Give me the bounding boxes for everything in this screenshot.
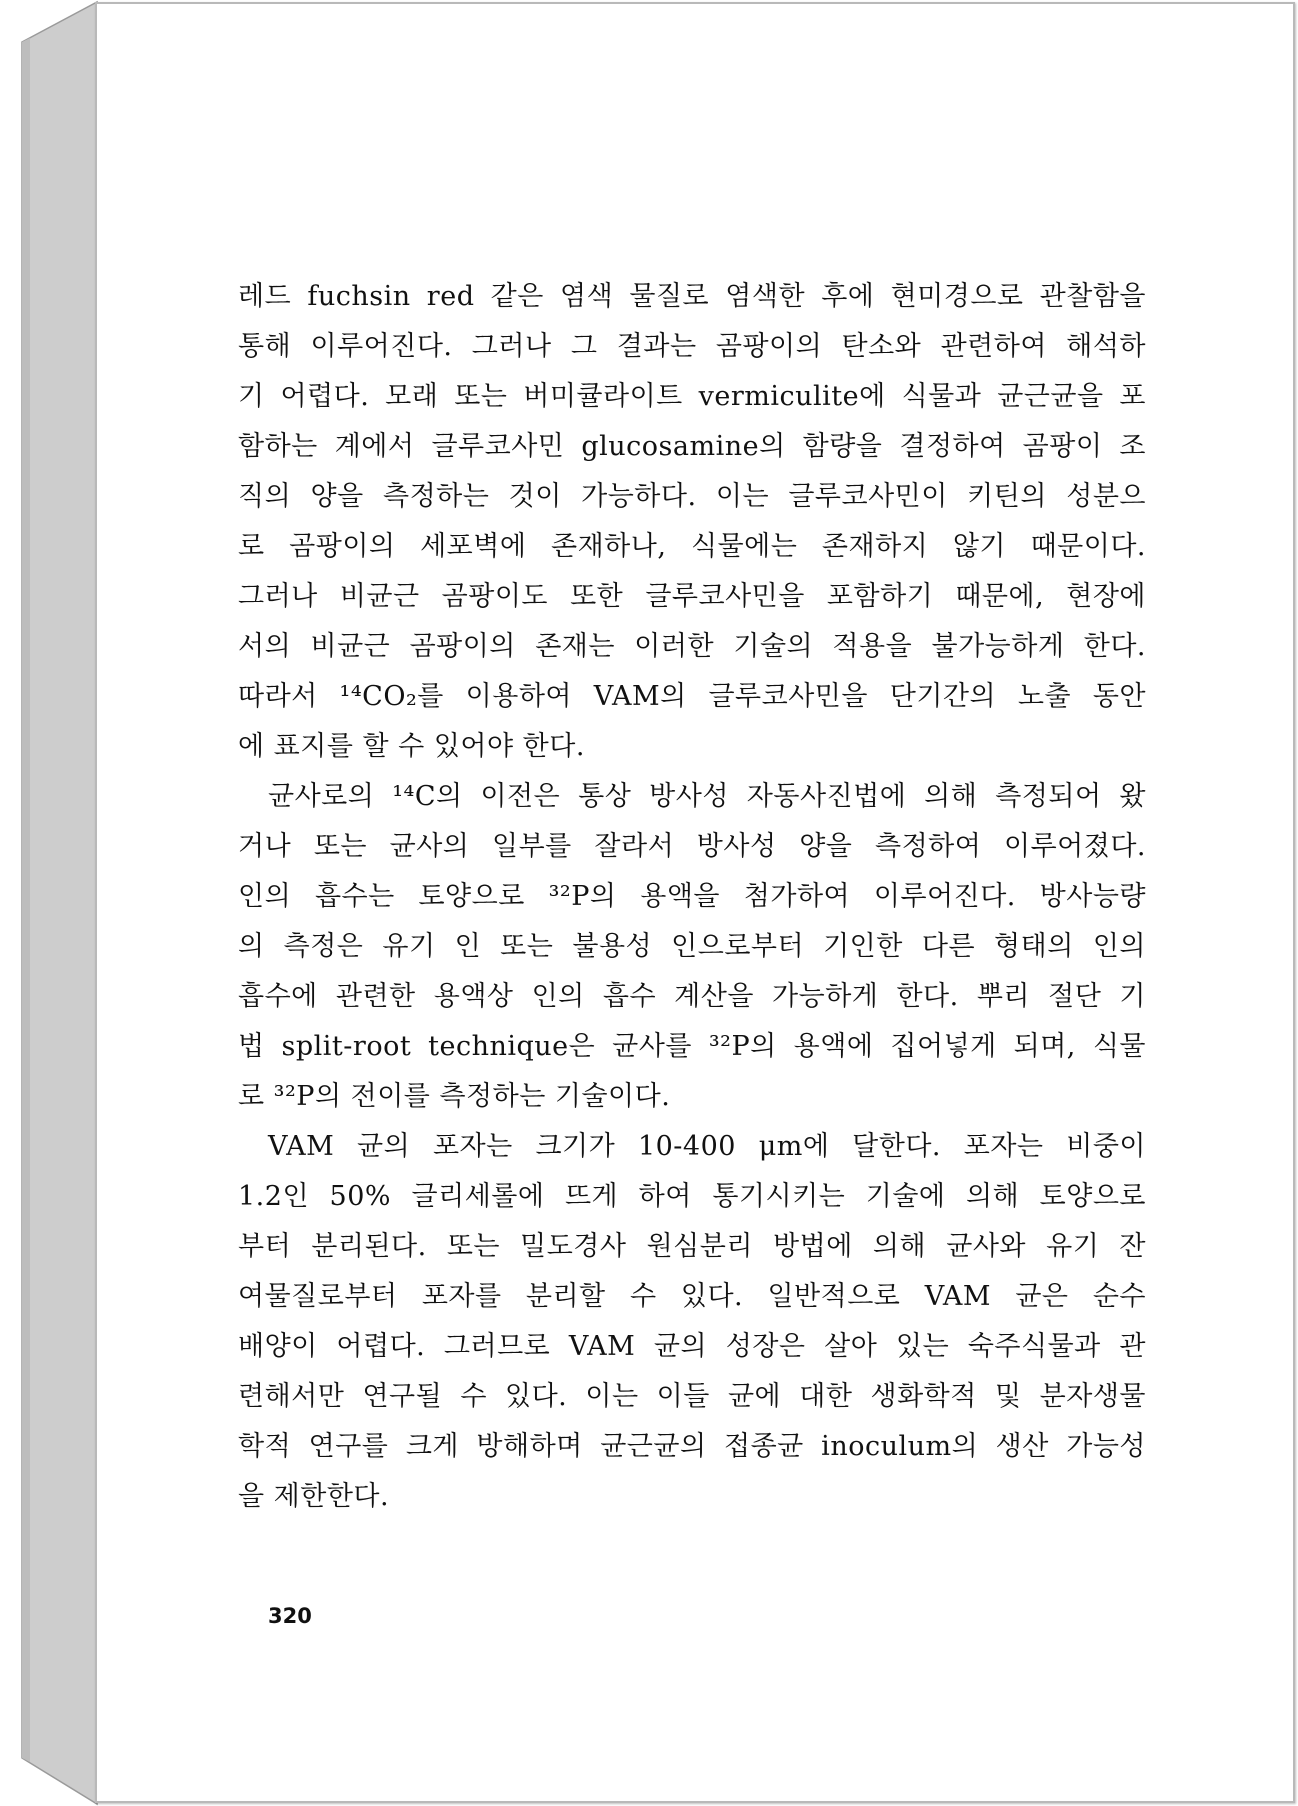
text-line: 균사로의 ¹⁴C의 이전은 통상 방사성 자동사진법에 의해 측정되어 왔 (268, 781, 1146, 812)
text-line: 통해 이루어진다. 그러나 그 결과는 곰팡이의 탄소와 관련하여 해석하 (238, 331, 1146, 362)
body-text (238, 272, 1146, 1522)
text-line: VAM 균의 포자는 크기가 10-400 μm에 달한다. 포자는 비중이 (268, 1131, 1146, 1162)
text-line: 1.2인 50% 글리세롤에 뜨게 하여 통기시키는 기술에 의해 토양으로 (238, 1181, 1146, 1212)
text-line: 배양이 어렵다. 그러므로 VAM 균의 성장은 살아 있는 숙주식물과 관 (238, 1331, 1146, 1362)
text-line: 로 ³²P의 전이를 측정하는 기술이다. (238, 1081, 671, 1112)
text-line: 레드 fuchsin red 같은 염색 물질로 염색한 후에 현미경으로 관찰함을 (238, 281, 1146, 312)
text-line: 련해서만 연구될 수 있다. 이는 이들 균에 대한 생화학적 및 분자생물 (238, 1381, 1146, 1412)
paragraph-2 (238, 772, 1146, 1122)
text-line: 에 표지를 할 수 있어야 한다. (238, 731, 585, 762)
text-line: 학적 연구를 크게 방해하며 균근균의 접종균 inoculum의 생산 가능성 (238, 1431, 1146, 1462)
text-line: 로 곰팡이의 세포벽에 존재하나, 식물에는 존재하지 않기 때문이다. (238, 531, 1146, 562)
text-line: 흡수에 관련한 용액상 인의 흡수 계산을 가능하게 한다. 뿌리 절단 기 (238, 981, 1146, 1012)
text-line: 법 split-root technique은 균사를 ³²P의 용액에 집어넣게 되며, 식물 (238, 1031, 1146, 1062)
text-line: 그러나 비균근 곰팡이도 또한 글루코사민을 포함하기 때문에, 현장에 (238, 581, 1146, 612)
paragraph-1 (238, 272, 1146, 772)
text-line: 인의 흡수는 토양으로 ³²P의 용액을 첨가하여 이루어진다. 방사능량 (238, 881, 1146, 912)
paragraph-3 (238, 1122, 1146, 1522)
text-line: 서의 비균근 곰팡이의 존재는 이러한 기술의 적용을 불가능하게 한다. (238, 631, 1146, 662)
text-line: 거나 또는 균사의 일부를 잘라서 방사성 양을 측정하여 이루어졌다. (238, 831, 1146, 862)
text-line: 을 제한한다. (238, 1481, 390, 1512)
text-line: 직의 양을 측정하는 것이 가능하다. 이는 글루코사민이 키틴의 성분으 (238, 481, 1146, 512)
text-line: 부터 분리된다. 또는 밀도경사 원심분리 방법에 의해 균사와 유기 잔 (238, 1231, 1146, 1262)
text-line: 기 어렵다. 모래 또는 버미큘라이트 vermiculite에 식물과 균근균을 포 (238, 381, 1146, 412)
text-line: 함하는 계에서 글루코사민 glucosamine의 함량을 결정하여 곰팡이 조 (238, 431, 1146, 462)
text-line: 따라서 ¹⁴CO₂를 이용하여 VAM의 글루코사민을 단기간의 노출 동안 (238, 681, 1146, 712)
text-line: 여물질로부터 포자를 분리할 수 있다. 일반적으로 VAM 균은 순수 (238, 1281, 1146, 1312)
page-number: 320 (268, 1604, 312, 1628)
text-line: 의 측정은 유기 인 또는 불용성 인으로부터 기인한 다른 형태의 인의 (238, 931, 1146, 962)
